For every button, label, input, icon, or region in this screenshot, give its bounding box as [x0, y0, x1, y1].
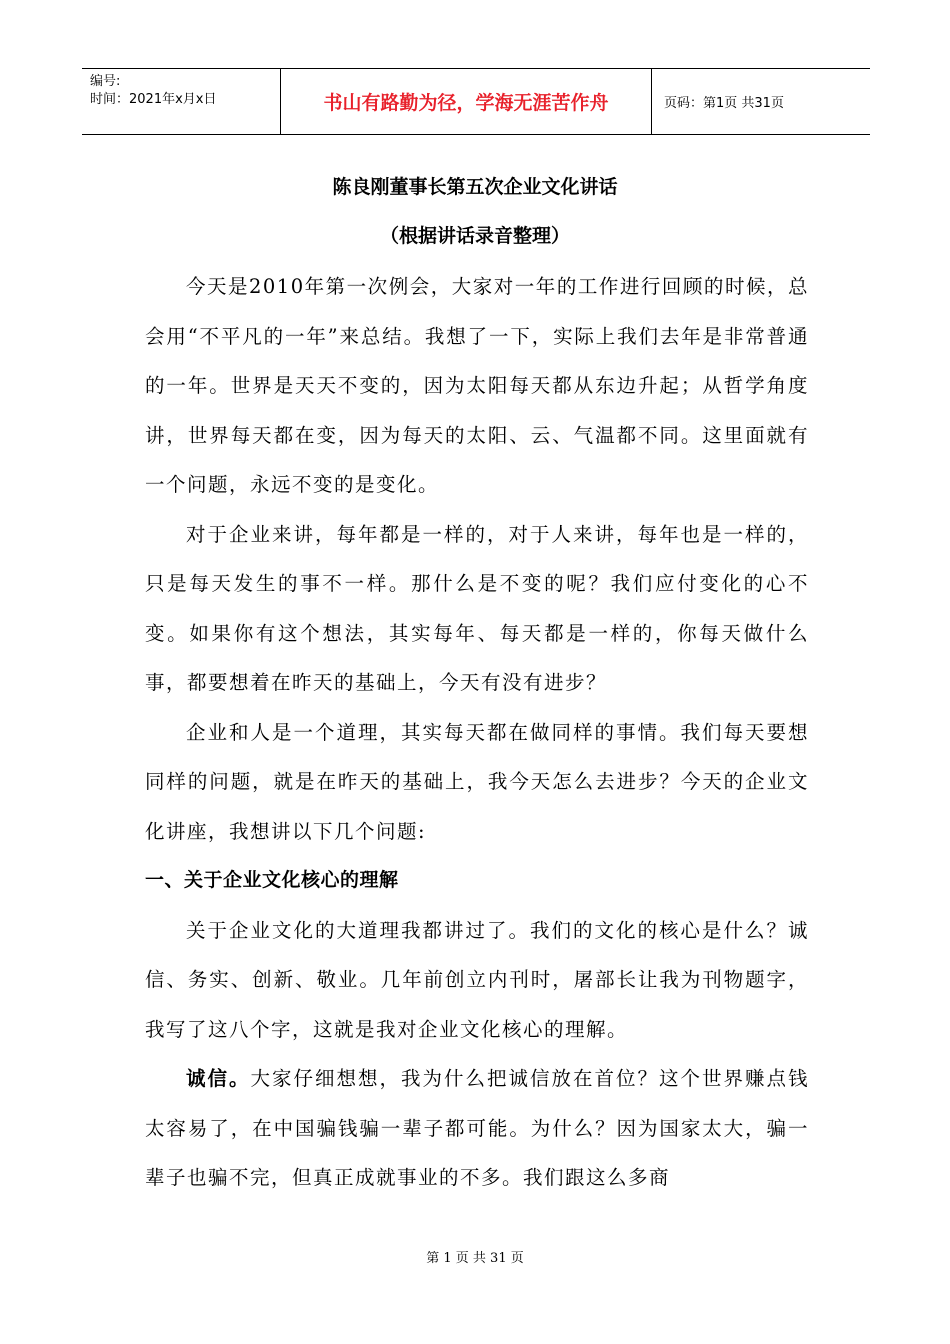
document-subtitle: （根据讲话录音整理） [379, 225, 570, 247]
page-info: 页码：第1页 共31页 [664, 96, 784, 111]
document-title: 陈良刚董事长第五次企业文化讲话 [332, 176, 618, 198]
body-paragraph: 今天是2010年第一次例会，大家对一年的工作进行回顾的时候，总会用“不平凡的一年”来总结。我想了一下，实际上我们去年是非常普通的一年。世界是天天不变的，因为太阳每天都从东边升起；从哲学角度讲，世界每天都在变，因为每天的太阳、云、气温都不同。这里面就有一个问题，永远不变的是变化。 [145, 275, 809, 496]
header-meta-cell [82, 69, 281, 134]
header-page-cell [652, 69, 870, 134]
body-paragraph: 关于企业文化的大道理我都讲过了。我们的文化的核心是什么？诚信、务实、创新、敬业。几年前创立内刊时，屠部长让我为刊物题字，我写了这八个字，这就是我对企业文化核心的理解。 [145, 918, 809, 1041]
motto-text: 书山有路勤为径，学海无涯苦作舟 [323, 92, 609, 114]
integrity-paragraph [145, 1054, 809, 1203]
document-body [145, 262, 809, 1203]
integrity-lead: 诚信。 [185, 1067, 251, 1090]
number-label: 编号: [90, 74, 121, 89]
body-paragraph: 对于企业来讲，每年都是一样的，对于人来讲，每年也是一样的，只是每天发生的事不一样。那什么是不变的呢？我们应付变化的心不变。如果你有这个想法，其实每年、每天都是一样的，你每天做什么事，都要想着在昨天的基础上，今天有没有进步？ [145, 522, 809, 694]
page-footer: 第 1 页 共 31 页 [426, 1251, 524, 1266]
section-heading: 一、关于企业文化核心的理解 [145, 869, 399, 891]
integrity-text: 大家仔细想想，我为什么把诚信放在首位？这个世界赚点钱太容易了，在中国骗钱骗一辈子都可能。为什么？因为国家太大，骗一辈子也骗不完，但真正成就事业的不多。我们跟这么多商 [145, 1067, 809, 1189]
page-header [82, 68, 870, 135]
body-paragraph: 企业和人是一个道理，其实每天都在做同样的事情。我们每天要想同样的问题，就是在昨天的基础上，我今天怎么去进步？今天的企业文化讲座，我想讲以下几个问题: [145, 720, 809, 843]
header-motto-cell [281, 69, 652, 134]
date-line: 时间：2021年x月x日 [90, 92, 217, 107]
